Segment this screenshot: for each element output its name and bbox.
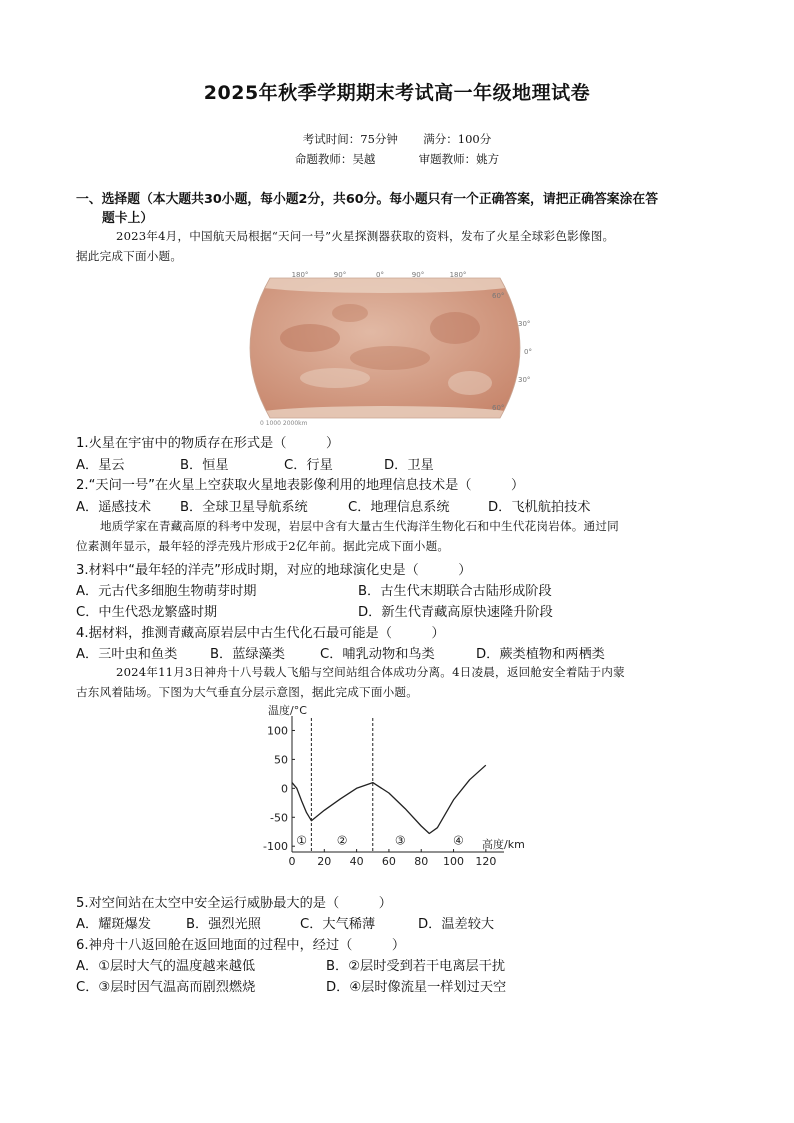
q2-stem: 2.“天问一号”在火星上空获取火星地表影像利用的地理信息技术是（ ） [76, 478, 525, 493]
mars-longitude-label: 90° [333, 271, 347, 279]
q4-option-c[interactable]: C．哺乳动物和鸟类 [320, 647, 435, 662]
y-tick-label: -100 [263, 840, 288, 854]
q3-option-b[interactable]: B．古生代末期联合古陆形成阶段 [358, 584, 552, 599]
exam-time: 考试时间：75分钟 [302, 132, 398, 146]
layer-label: ② [336, 833, 348, 848]
x-tick-label: 80 [414, 855, 429, 868]
mars-longitude-label: 180° [449, 271, 467, 279]
passage2-line1: 地质学家在青藏高原的科考中发现，岩层中含有大量古生代海洋生物化石和中生代花岗岩体。通过同 [100, 519, 619, 533]
reviewer-teacher: 审题教师：姚方 [418, 152, 500, 166]
page-title: 2025年秋季学期期末考试高一年级地理试卷 [203, 82, 591, 104]
layer-label: ③ [394, 833, 406, 848]
setter-teacher: 命题教师：吴越 [294, 152, 376, 166]
q6-option-b[interactable]: B．②层时受到若干电离层干扰 [326, 959, 506, 974]
y-tick-label: 100 [267, 724, 288, 738]
mars-longitude-label: 180° [291, 271, 309, 279]
mars-latitude-label: 30° [518, 376, 531, 384]
mars-scale-label: 0 1000 2000km [260, 420, 308, 427]
mars-longitude-label: 0° [376, 271, 384, 279]
mars-latitude-label: 30° [518, 320, 531, 328]
q4-option-d[interactable]: D．蕨类植物和两栖类 [476, 647, 605, 662]
q2-option-a[interactable]: A．遥感技术 [76, 500, 151, 515]
x-tick-label: 0 [288, 855, 296, 868]
q5-option-b[interactable]: B．强烈光照 [186, 917, 261, 932]
x-tick-label: 20 [317, 855, 332, 868]
q1-option-d[interactable]: D．卫星 [384, 458, 434, 473]
q2-option-b[interactable]: B．全球卫星导航系统 [180, 500, 308, 515]
full-score: 满分：100分 [423, 132, 492, 146]
q4-stem: 4.据材料，推测青藏高原岩层中古生代化石最可能是（ ） [76, 626, 445, 641]
q1-option-a[interactable]: A．星云 [76, 458, 125, 473]
layer-label: ④ [453, 833, 464, 848]
x-tick-label: 120 [475, 855, 497, 868]
q5-option-c[interactable]: C．大气稀薄 [300, 917, 376, 932]
q6-option-c[interactable]: C．③层时因气温高而剧烈燃烧 [76, 980, 256, 995]
passage2-line2: 位素测年显示，最年轻的浮壳残片形成于2亿年前。据此完成下面小题。 [76, 539, 450, 553]
mars-latitude-label: 60° [492, 292, 505, 300]
passage3-line2: 古东风着陆场。下图为大气垂直分层示意图，据此完成下面小题。 [76, 685, 419, 699]
q1-option-c[interactable]: C．行星 [284, 458, 333, 473]
q3-option-c[interactable]: C．中生代恐龙繁盛时期 [76, 605, 218, 620]
mars-map-svg [240, 268, 530, 428]
q3-option-d[interactable]: D．新生代青藏高原快速隆升阶段 [358, 605, 553, 620]
q1-stem: 1.火星在宇宙中的物质存在形式是（ ） [76, 436, 340, 451]
q4-option-a[interactable]: A．三叶虫和鱼类 [76, 647, 178, 662]
mars-latitude-label: 60° [492, 404, 505, 412]
q2-option-d[interactable]: D．飞机航拍技术 [488, 500, 591, 515]
q2-option-c[interactable]: C．地理信息系统 [348, 500, 450, 515]
mars-longitude-label: 90° [411, 271, 425, 279]
passage1-line2: 据此完成下面小题。 [76, 249, 183, 263]
teacher-info-line [0, 151, 794, 167]
passage1-line1: 2023年4月，中国航天局根据“天问一号”火星探测器获取的资料，发布了火星全球彩色影像图。 [116, 229, 615, 243]
passage3-line1: 2024年11月3日神舟十八号载人飞船与空间站组合体成功分离。4日凌晨，返回舱安全着陆于内蒙 [116, 665, 625, 679]
q6-stem: 6.神舟十八返回舱在返回地面的过程中，经过（ ） [76, 938, 406, 953]
exam-info-line [0, 131, 794, 147]
q6-option-a[interactable]: A．①层时大气的温度越来越低 [76, 959, 256, 974]
q3-option-a[interactable]: A．元古代多细胞生物萌芽时期 [76, 584, 257, 599]
q4-option-b[interactable]: B．蓝绿藻类 [210, 647, 285, 662]
q6-option-d[interactable]: D．④层时像流星一样划过天空 [326, 980, 507, 995]
layer-label: ① [296, 833, 308, 848]
temperature-curve [292, 765, 486, 833]
mars-map-figure [240, 268, 530, 428]
y-tick-label: -50 [270, 811, 288, 825]
atmosphere-chart-svg [262, 704, 552, 868]
section-heading-line2: 题卡上） [102, 211, 154, 226]
q5-option-d[interactable]: D．温差较大 [418, 917, 495, 932]
atmosphere-chart [262, 704, 552, 868]
q5-stem: 5.对空间站在太空中安全运行威胁最大的是（ ） [76, 896, 392, 911]
x-tick-label: 40 [349, 855, 364, 868]
section-heading-line1: 一、选择题（本大题共30小题，每小题2分，共60分。每小题只有一个正确答案，请把正确答案涂在答 [76, 192, 658, 207]
x-axis-label: 高度/km [482, 838, 525, 851]
y-tick-label: 0 [281, 782, 288, 796]
mars-latitude-label: 0° [524, 348, 532, 356]
x-tick-label: 100 [443, 855, 465, 868]
q3-stem: 3.材料中“最年轻的洋壳”形成时期，对应的地球演化史是（ ） [76, 563, 472, 578]
q1-option-b[interactable]: B．恒星 [180, 458, 229, 473]
q5-option-a[interactable]: A．耀斑爆发 [76, 917, 151, 932]
x-tick-label: 60 [381, 855, 396, 868]
mars-surface [240, 268, 530, 428]
y-axis-label: 温度/°C [268, 704, 307, 717]
y-tick-label: 50 [274, 753, 288, 767]
